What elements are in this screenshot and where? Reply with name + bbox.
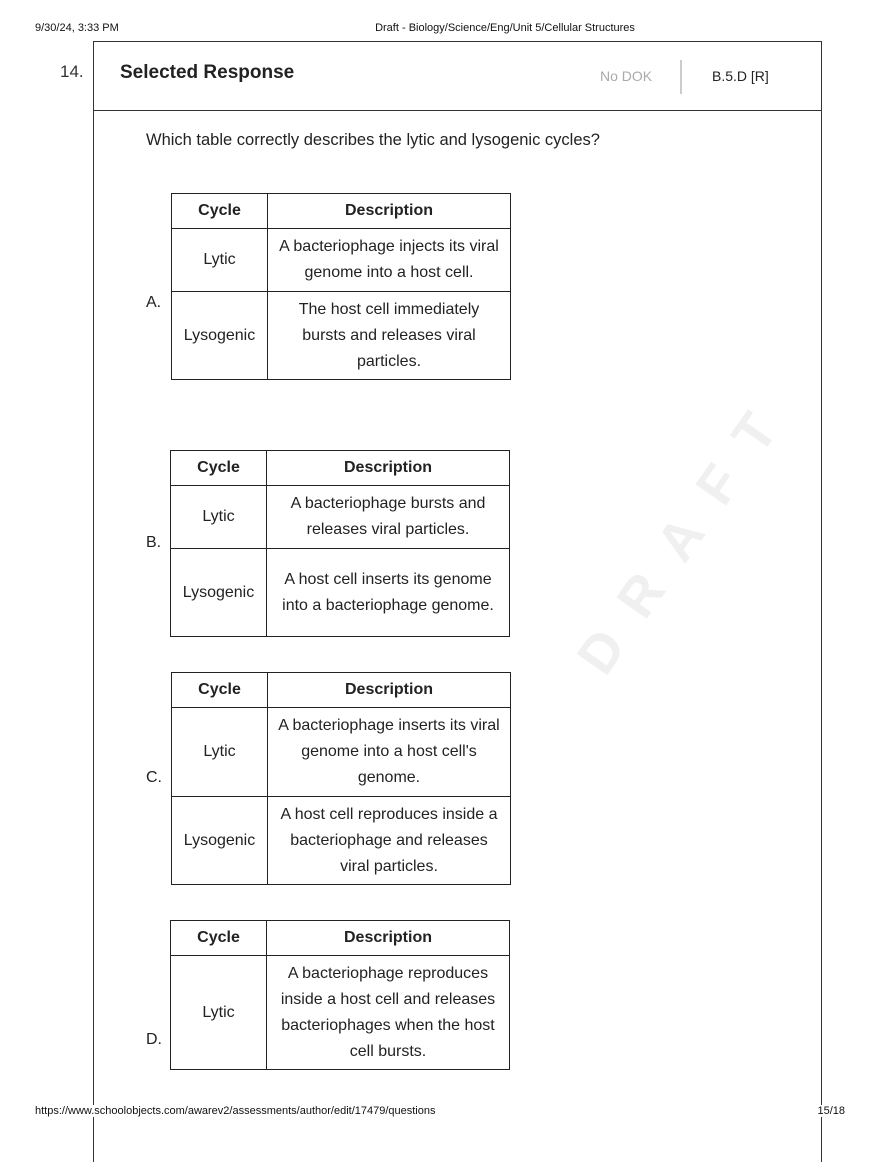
option-d-label[interactable]: D.	[146, 1031, 162, 1048]
dok-level: No DOK	[600, 68, 653, 84]
description-cell: A bacteriophage bursts and releases viral particles.	[267, 486, 510, 549]
print-page-number: 15/18	[817, 1105, 845, 1117]
option-c-label[interactable]: C.	[146, 769, 162, 786]
header-description: Description	[267, 451, 510, 486]
header-cycle: Cycle	[172, 673, 268, 708]
cycle-cell: Lysogenic	[172, 797, 268, 885]
option-b-table[interactable]	[170, 450, 510, 637]
cycle-cell: Lytic	[171, 956, 267, 1070]
description-cell: A bacteriophage inserts its viral genome into a host cell's genome.	[268, 708, 511, 797]
header-description: Description	[268, 673, 511, 708]
cycle-cell: Lytic	[171, 486, 267, 549]
description-cell: A host cell reproduces inside a bacteriophage and releases viral particles.	[268, 797, 511, 885]
print-url: https://www.schoolobjects.com/awarev2/assessments/author/edit/17479/questions	[35, 1105, 436, 1117]
cycle-cell: Lytic	[172, 708, 268, 797]
description-cell: A bacteriophage injects its viral genome into a host cell.	[268, 229, 511, 292]
header-cycle: Cycle	[172, 194, 268, 229]
option-c-table[interactable]	[171, 672, 511, 885]
header-description: Description	[268, 194, 511, 229]
standard-code: B.5.D [R]	[712, 68, 769, 84]
option-a-label[interactable]: A.	[146, 294, 162, 311]
option-a-table[interactable]	[171, 193, 511, 380]
option-d-table[interactable]	[170, 920, 510, 1070]
option-b-label[interactable]: B.	[146, 534, 162, 551]
cycle-cell: Lytic	[172, 229, 268, 292]
header-description: Description	[267, 921, 510, 956]
header-divider	[680, 60, 682, 94]
description-cell: The host cell immediately bursts and releases viral particles.	[268, 292, 511, 380]
print-datetime: 9/30/24, 3:33 PM	[35, 22, 119, 34]
print-title: Draft - Biology/Science/Eng/Unit 5/Cellular Structures	[375, 22, 635, 34]
header-cycle: Cycle	[171, 921, 267, 956]
draft-watermark: DRAFT	[565, 377, 806, 685]
description-cell: A host cell inserts its genome into a bacteriophage genome.	[267, 549, 510, 637]
cycle-cell: Lysogenic	[172, 292, 268, 380]
cycle-cell: Lysogenic	[171, 549, 267, 637]
description-cell: A bacteriophage reproduces inside a host cell and releases bacteriophages when the host cell bursts.	[267, 956, 510, 1070]
header-cycle: Cycle	[171, 451, 267, 486]
question-type: Selected Response	[120, 62, 295, 83]
question-text: Which table correctly describes the lytic and lysogenic cycles?	[146, 131, 600, 149]
question-number: 14.	[60, 62, 84, 81]
question-header	[94, 42, 821, 111]
